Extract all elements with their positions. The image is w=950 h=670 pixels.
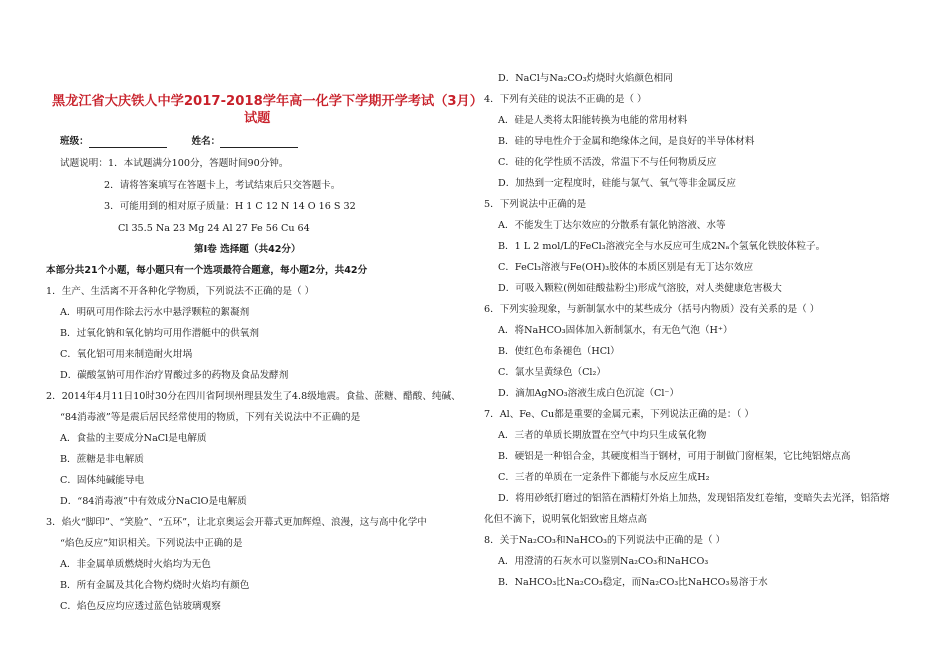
exam-title-line2: 试题 (244, 111, 271, 126)
question-5: 5．下列说法中正确的是 (484, 199, 587, 210)
q5-option-c: C．FeCl₃溶液与Fe(OH)₃胶体的本质区别是有无丁达尔效应 (498, 262, 754, 273)
q7-option-b: B．硬铝是一种铝合金，其硬度相当于钢材，可用于制做门窗框架，它比纯铝熔点高 (498, 451, 851, 462)
section-heading: 第Ⅰ卷 选择题（共42分） (194, 244, 301, 255)
q5-option-b: B．1 L 2 mol/L的FeCl₃溶液完全与水反应可生成2Nₐ个氢氧化铁胶体粒子。 (498, 241, 826, 252)
q5-option-a: A．不能发生丁达尔效应的分散系有氯化钠溶液、水等 (498, 220, 726, 231)
q5-option-d: D．可吸入颗粒(例如硅酸盐粉尘)形成气溶胶，对人类健康危害极大 (498, 283, 782, 294)
question-1: 1．生产、生活离不开各种化学物质，下列说法不正确的是（ ） (46, 286, 315, 297)
instruction-1: 试题说明：1．本试题满分100分，答题时间90分钟。 (60, 158, 289, 169)
q1-option-d: D．碳酸氢钠可用作治疗胃酸过多的药物及食品发酵剂 (60, 370, 289, 381)
q3-option-b: B．所有金属及其化合物灼烧时火焰均有颜色 (60, 580, 250, 591)
q6-option-d: D．滴加AgNO₃溶液生成白色沉淀（Cl⁻） (498, 388, 680, 399)
q4-option-c: C．硅的化学性质不活泼，常温下不与任何物质反应 (498, 157, 717, 168)
question-2-cont: “84消毒液”等是震后居民经常使用的物质，下列有关说法中不正确的是 (60, 412, 361, 423)
class-field (60, 135, 298, 148)
exam-title-line1: 黑龙江省大庆铁人中学2017-2018学年高一化学下学期开学考试（3月） (52, 94, 483, 109)
q3-option-d: D．NaCl与Na₂CO₃灼烧时火焰颜色相同 (498, 73, 673, 84)
question-3: 3．焰火“脚印”、“笑脸”、“五环”，让北京奥运会开幕式更加辉煌、浪漫，这与高中化学中 (46, 517, 427, 528)
class-blank (89, 136, 167, 148)
q2-option-a: A．食盐的主要成分NaCl是电解质 (60, 433, 207, 444)
q6-option-a: A．将NaHCO₃固体加入新制氯水，有无色气泡（H⁺） (498, 325, 733, 336)
q7-option-c: C．三者的单质在一定条件下都能与水反应生成H₂ (498, 472, 710, 483)
q3-option-c: C．焰色反应均应透过蓝色钴玻璃观察 (60, 601, 221, 612)
q2-option-b: B．蔗糖是非电解质 (60, 454, 144, 465)
q7-option-d: D．将用砂纸打磨过的铝箔在酒精灯外焰上加热，发现铝箔发红卷缩，变暗失去光泽，铝箔熔 (498, 493, 890, 504)
q7-option-a: A．三者的单质长期放置在空气中均只生成氧化物 (498, 430, 707, 441)
q4-option-a: A．硅是人类将太阳能转换为电能的常用材料 (498, 115, 688, 126)
question-7: 7．Al、Fe、Cu都是重要的金属元素，下列说法正确的是：（ ） (484, 409, 754, 420)
q6-option-c: C．氯水呈黄绿色（Cl₂） (498, 367, 606, 378)
q1-option-c: C．氧化铝可用来制造耐火坩埚 (60, 349, 193, 360)
class-label: 班级： (60, 136, 89, 147)
q8-option-a: A．用澄清的石灰水可以鉴别Na₂CO₃和NaHCO₃ (498, 556, 709, 567)
question-3-cont: “焰色反应”知识相关。下列说法中正确的是 (60, 538, 243, 549)
q6-option-b: B．使红色布条褪色（HCl） (498, 346, 620, 357)
q7-option-d-cont: 化但不滴下，说明氧化铝致密且熔点高 (484, 514, 648, 525)
instruction-4: Cl 35.5 Na 23 Mg 24 Al 27 Fe 56 Cu 64 (118, 223, 310, 234)
question-8: 8．关于Na₂CO₃和NaHCO₃的下列说法中正确的是（ ） (484, 535, 726, 546)
q4-option-d: D．加热到一定程度时，硅能与氯气、氧气等非金属反应 (498, 178, 736, 189)
q8-option-b: B．NaHCO₃比Na₂CO₃稳定，而Na₂CO₃比NaHCO₃易溶于水 (498, 577, 768, 588)
question-6: 6．下列实验现象，与新制氯水中的某些成分（括号内物质）没有关系的是（ ） (484, 304, 820, 315)
q4-option-b: B．硅的导电性介于金属和绝缘体之间，是良好的半导体材料 (498, 136, 755, 147)
question-4: 4．下列有关硅的说法不正确的是（ ） (484, 94, 647, 105)
q2-option-d: D．“84消毒液”中有效成分NaClO是电解质 (60, 496, 247, 507)
q1-option-b: B．过氧化钠和氧化钠均可用作潜艇中的供氧剂 (60, 328, 259, 339)
instruction-3: 3．可能用到的相对原子质量：H 1 C 12 N 14 O 16 S 32 (104, 201, 356, 212)
q3-option-a: A．非金属单质燃烧时火焰均为无色 (60, 559, 211, 570)
name-label: 姓名： (191, 136, 221, 147)
question-2: 2．2014年4月11日10时30分在四川省阿坝州理县发生了4.8级地震。食盐、蔗糖、醋酸、纯碱、 (46, 391, 461, 402)
q1-option-a: A．明矾可用作除去污水中悬浮颗粒的絮凝剂 (60, 307, 250, 318)
section-note: 本部分共21个小题，每小题只有一个选项最符合题意，每小题2分，共42分 (46, 265, 368, 276)
q2-option-c: C．固体纯碱能导电 (60, 475, 145, 486)
name-blank (220, 136, 298, 148)
instruction-2: 2．请将答案填写在答题卡上，考试结束后只交答题卡。 (104, 180, 341, 191)
